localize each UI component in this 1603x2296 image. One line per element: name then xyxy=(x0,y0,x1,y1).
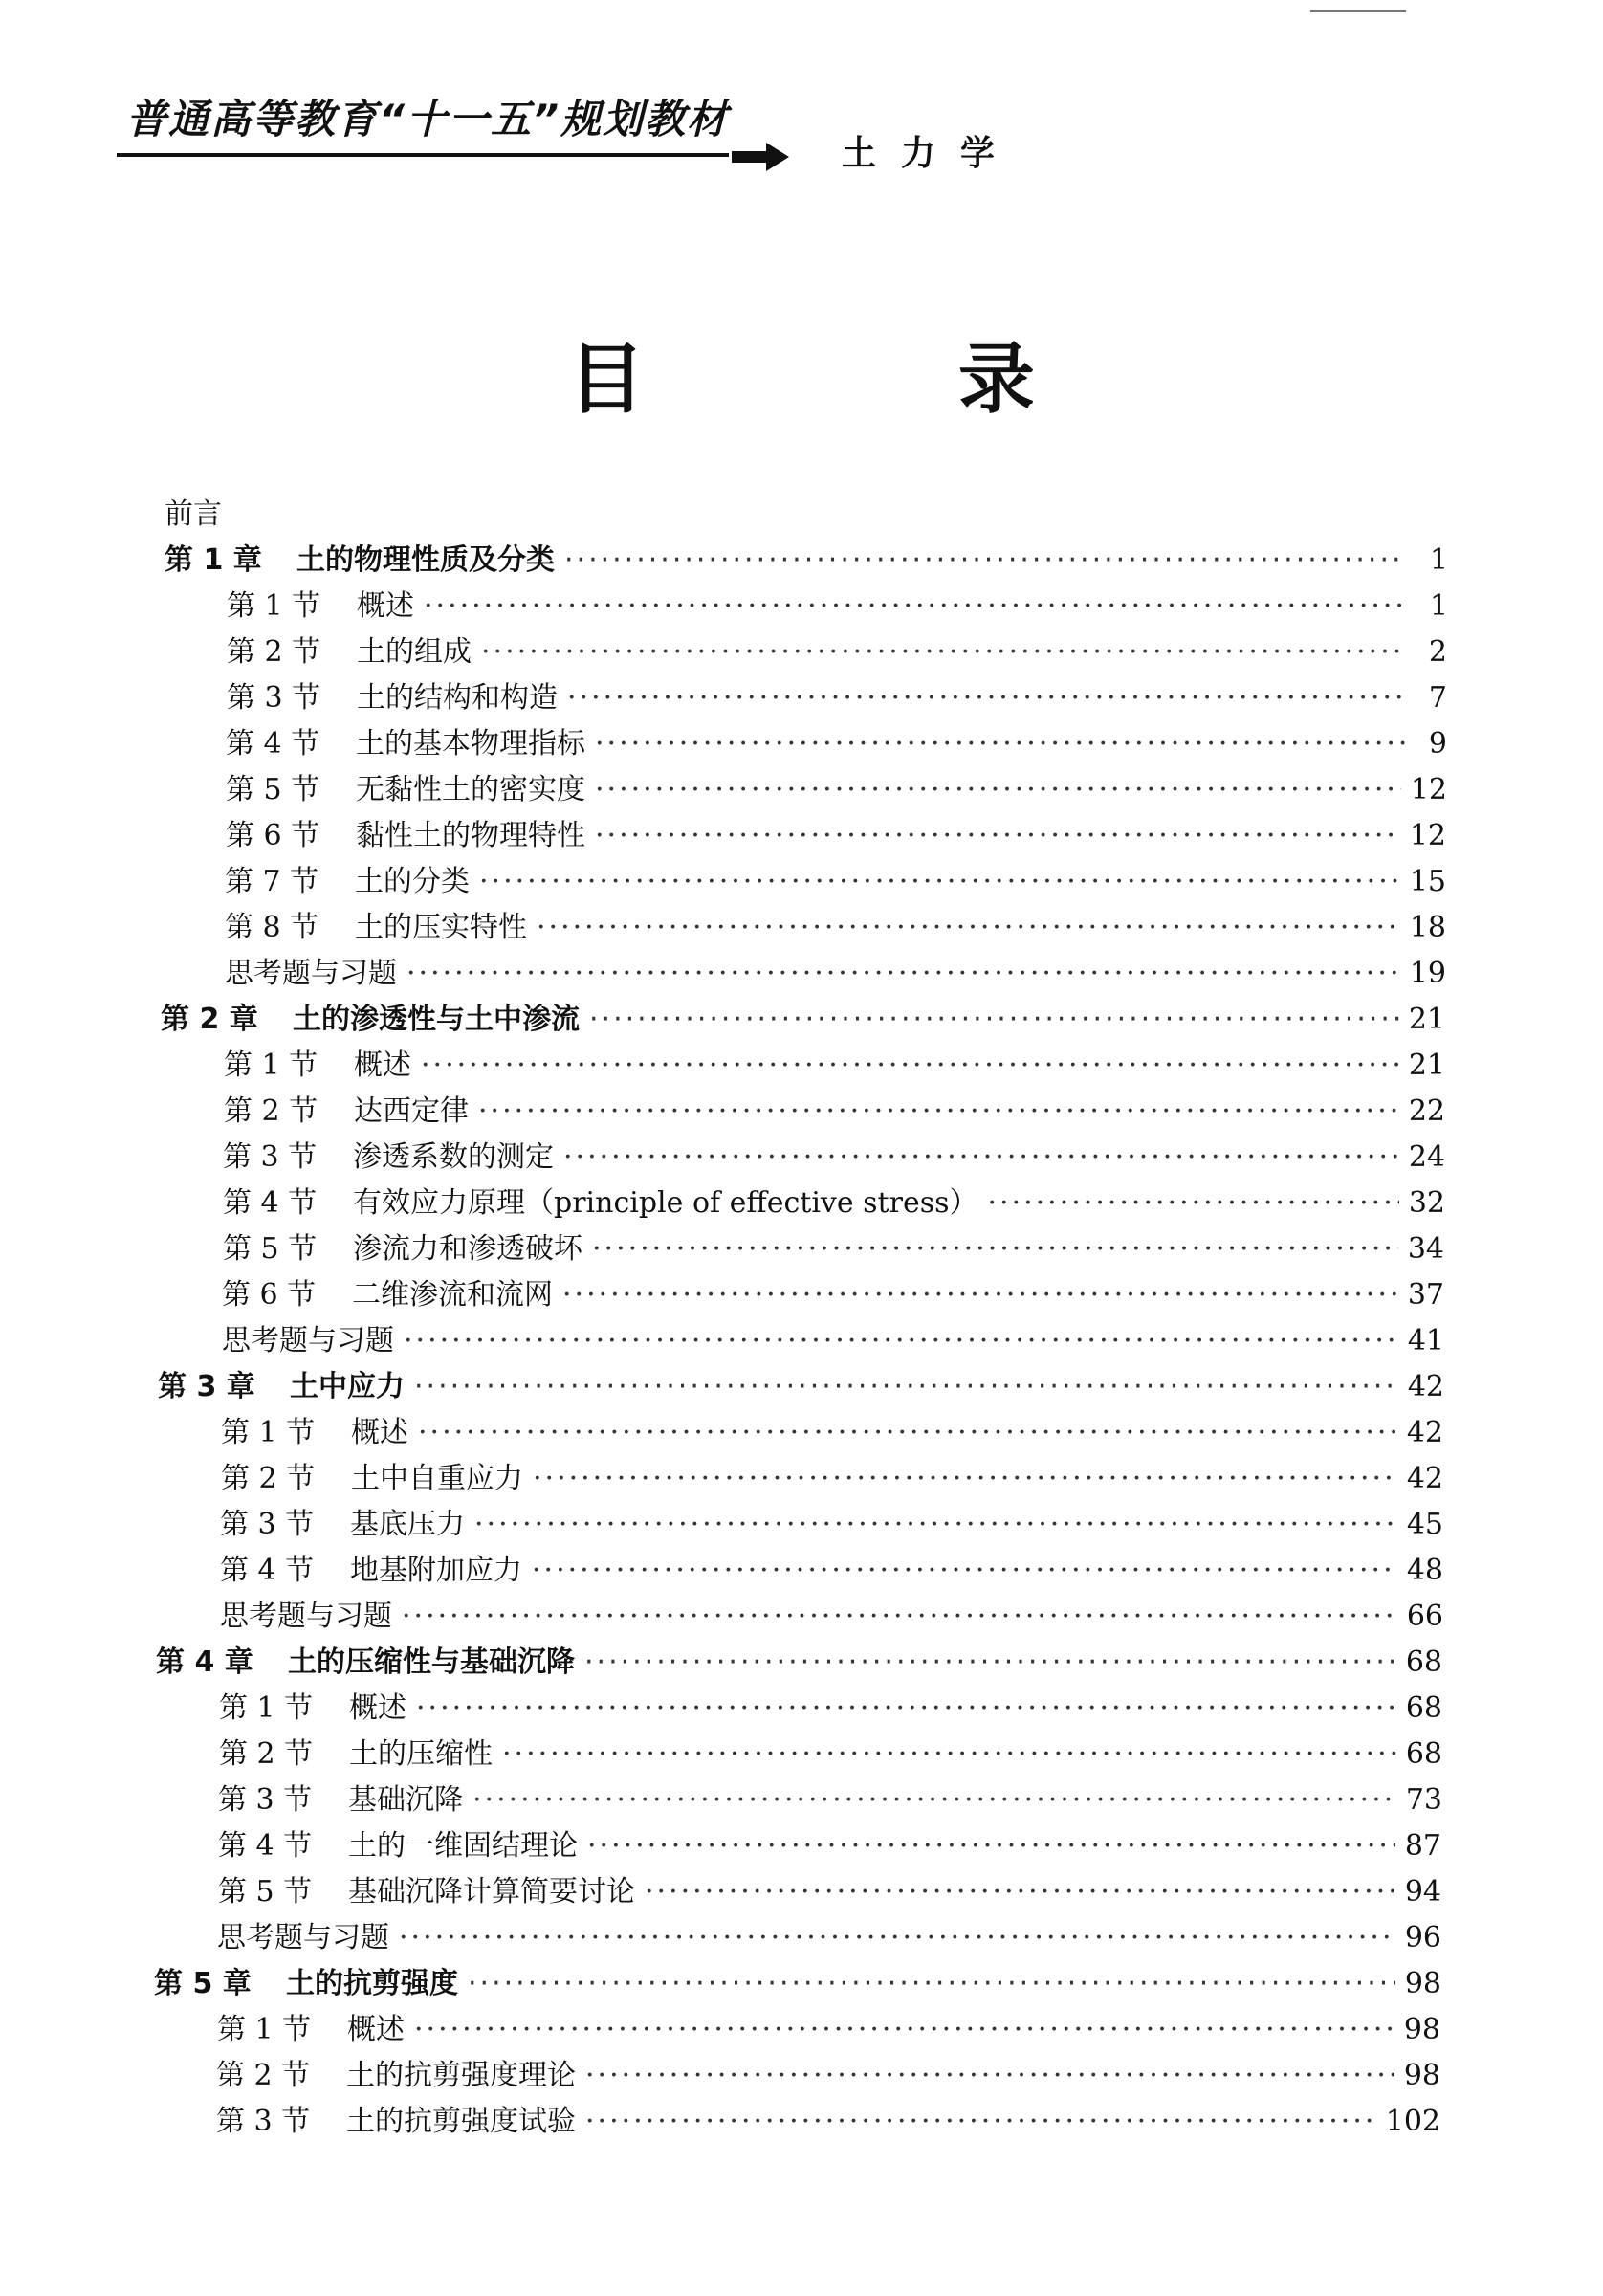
toc-entry-number: 第 6 节 xyxy=(222,1278,317,1312)
toc-entry-page: 98 xyxy=(1403,2013,1440,2046)
dot-leader xyxy=(584,1645,1396,1679)
dot-leader xyxy=(585,2105,1376,2138)
toc-entry-title: 土的基本物理指标 xyxy=(356,727,585,761)
toc-section-row xyxy=(0,2097,1603,2143)
toc-entry-page: 12 xyxy=(1409,819,1446,852)
toc-entry-title: 土的组成 xyxy=(357,635,472,669)
dot-leader xyxy=(595,819,1400,852)
toc-entry-number: 第 5 节 xyxy=(218,1875,313,1909)
toc-entry-page: 42 xyxy=(1407,1370,1444,1403)
toc-entry-number: 第 2 节 xyxy=(219,1737,314,1771)
toc-section-row xyxy=(0,765,1603,811)
dot-leader xyxy=(502,1737,1396,1771)
toc-entry-page: 66 xyxy=(1406,1600,1443,1633)
toc-entry-page: 22 xyxy=(1408,1094,1445,1128)
toc-entry-title: 土中自重应力 xyxy=(351,1462,523,1495)
toc-section-row xyxy=(0,1225,1603,1270)
toc-entry-page: 45 xyxy=(1406,1508,1443,1541)
toc-entry-title: 无黏性土的密实度 xyxy=(356,773,585,806)
toc-entry-number: 第 8 节 xyxy=(225,911,319,944)
dot-leader xyxy=(564,543,1406,577)
dot-leader xyxy=(537,911,1400,944)
toc-entry-number: 第 5 节 xyxy=(223,1232,318,1266)
dot-leader xyxy=(587,1829,1395,1863)
toc-entry-page: 68 xyxy=(1405,1645,1442,1679)
toc-entry-page: 98 xyxy=(1404,1967,1441,2000)
toc-entry-title: 土的压缩性与基础沉降 xyxy=(288,1645,575,1679)
toc-entry-page: 48 xyxy=(1406,1554,1443,1587)
toc-entry-page: 15 xyxy=(1409,865,1446,898)
toc-entry-page: 102 xyxy=(1385,2105,1440,2138)
toc-entry-title: 基底压力 xyxy=(350,1508,465,1541)
toc-entry-number: 第 3 节 xyxy=(227,681,321,715)
toc-section-row xyxy=(0,1776,1603,1821)
toc-section-row xyxy=(0,903,1603,949)
toc-front-row xyxy=(0,490,1603,536)
toc-section-row xyxy=(0,628,1603,673)
toc-section-row xyxy=(0,1270,1603,1316)
toc-section-row xyxy=(0,1408,1603,1454)
toc-entry-number: 第 3 节 xyxy=(223,1140,318,1174)
toc-exercise-row xyxy=(0,1913,1603,1959)
dot-leader xyxy=(399,1921,1395,1954)
dot-leader xyxy=(474,1508,1397,1541)
toc-entry-title: 土的一维固结理论 xyxy=(348,1829,578,1863)
toc-entry-page: 19 xyxy=(1409,957,1446,990)
toc-section-row xyxy=(0,719,1603,765)
top-rule xyxy=(1310,10,1406,12)
toc-entry-title: 前言 xyxy=(165,497,222,531)
toc-section-row xyxy=(0,1821,1603,1867)
dot-leader xyxy=(479,865,1400,898)
toc-section-row xyxy=(0,1087,1603,1133)
toc-entry-number: 第 4 章 xyxy=(156,1645,253,1679)
toc-entry-number: 第 2 章 xyxy=(161,1003,258,1036)
dot-leader xyxy=(585,2059,1394,2092)
toc-entry-title: 土的结构和构造 xyxy=(357,681,558,715)
toc-section-row xyxy=(0,673,1603,719)
toc-entry-page: 98 xyxy=(1403,2059,1440,2092)
toc-entry-number: 第 1 节 xyxy=(221,1416,316,1449)
dot-leader xyxy=(402,1600,1397,1633)
toc-entry-title: 土的分类 xyxy=(355,865,470,898)
toc-entry-number: 第 3 节 xyxy=(218,1783,313,1817)
toc-entry-number: 第 2 节 xyxy=(216,2059,311,2092)
toc-entry-number: 第 6 节 xyxy=(226,819,320,852)
toc-entry-number: 第 1 节 xyxy=(217,2013,312,2046)
toc-entry-page: 18 xyxy=(1409,911,1446,944)
dot-leader xyxy=(468,1967,1395,2000)
toc-section-row xyxy=(0,1867,1603,1913)
toc-entry-number: 第 1 节 xyxy=(219,1691,314,1725)
dot-leader xyxy=(592,1232,1398,1266)
toc-entry-title: 土中应力 xyxy=(290,1370,405,1403)
toc-section-row xyxy=(0,2051,1603,2097)
toc-section-row xyxy=(0,1684,1603,1730)
toc-entry-title: 基础沉降计算简要讨论 xyxy=(348,1875,635,1909)
toc-entry-page: 2 xyxy=(1428,635,1447,669)
toc-chapter-row xyxy=(0,1959,1603,2005)
toc-entry-page: 73 xyxy=(1405,1783,1442,1817)
toc-entry-page: 34 xyxy=(1407,1232,1444,1266)
toc-entry-number: 第 7 节 xyxy=(225,865,319,898)
dot-leader xyxy=(532,1554,1397,1587)
toc-entry-page: 7 xyxy=(1428,681,1447,715)
toc-entry-number: 第 3 节 xyxy=(220,1508,315,1541)
toc-entry-title: 土的抗剪强度试验 xyxy=(346,2105,576,2138)
book-title: 土力学 xyxy=(842,134,1021,173)
toc-entry-title: 思考题与习题 xyxy=(225,957,397,990)
toc-entry-page: 42 xyxy=(1406,1416,1443,1449)
arrow-right-icon xyxy=(732,143,789,171)
toc-section-row xyxy=(0,1133,1603,1179)
dot-leader xyxy=(589,1003,1399,1036)
toc-entry-title: 思考题与习题 xyxy=(217,1921,389,1954)
toc-entry-number: 第 2 节 xyxy=(221,1462,316,1495)
dot-leader xyxy=(563,1140,1399,1174)
toc-entry-page: 96 xyxy=(1404,1921,1441,1954)
dot-leader xyxy=(472,1783,1396,1817)
toc-section-row xyxy=(0,857,1603,903)
toc-entry-page: 94 xyxy=(1404,1875,1441,1909)
dot-leader xyxy=(595,773,1401,806)
toc-entry-title: 土的压实特性 xyxy=(355,911,527,944)
dot-leader xyxy=(562,1278,1398,1312)
toc-entry-page: 21 xyxy=(1408,1003,1445,1036)
toc-entry-number: 第 3 章 xyxy=(158,1370,255,1403)
toc-entry-title: 二维渗流和流网 xyxy=(352,1278,553,1312)
toc-entry-number: 第 1 节 xyxy=(227,589,321,623)
toc-entry-title: 土的压缩性 xyxy=(349,1737,493,1771)
toc-entry-page: 9 xyxy=(1428,727,1447,761)
toc-entry-page: 21 xyxy=(1408,1049,1445,1082)
dot-leader xyxy=(988,1186,1399,1220)
toc-chapter-row xyxy=(0,1638,1603,1684)
toc-section-row xyxy=(0,1179,1603,1225)
toc-entry-number: 第 4 节 xyxy=(218,1829,313,1863)
toc-entry-number: 第 1 章 xyxy=(165,543,262,577)
toc-exercise-row xyxy=(0,949,1603,995)
toc-entry-title: 土的物理性质及分类 xyxy=(296,543,555,577)
toc-entry-number: 第 2 节 xyxy=(227,635,321,669)
toc-entry-number: 第 5 章 xyxy=(154,1967,252,2000)
toc-exercise-row xyxy=(0,1592,1603,1638)
toc-entry-page: 87 xyxy=(1404,1829,1441,1863)
dot-leader xyxy=(414,2013,1394,2046)
toc-entry-page: 68 xyxy=(1405,1691,1442,1725)
toc-chapter-row xyxy=(0,536,1603,582)
dot-leader xyxy=(595,727,1405,761)
header-rule xyxy=(117,153,729,157)
toc-entry-page: 24 xyxy=(1408,1140,1445,1174)
toc-section-row xyxy=(0,1500,1603,1546)
toc-entry-number: 第 5 节 xyxy=(226,773,320,806)
toc-section-row xyxy=(0,1546,1603,1592)
dot-leader xyxy=(533,1462,1397,1495)
toc-entry-title: 基础沉降 xyxy=(348,1783,463,1817)
toc-entry-page: 1 xyxy=(1429,543,1448,577)
toc-entry-number: 第 2 节 xyxy=(224,1094,318,1128)
dot-leader xyxy=(481,635,1405,669)
toc-entry-title: 土的抗剪强度理论 xyxy=(346,2059,576,2092)
dot-leader xyxy=(416,1691,1396,1725)
series-title: 普通高等教育“十一五”规划教材 xyxy=(126,96,730,143)
toc-entry-page: 37 xyxy=(1407,1278,1444,1312)
toc-entry-page: 68 xyxy=(1405,1737,1442,1771)
toc-entry-title: 概述 xyxy=(351,1416,408,1449)
toc-section-row xyxy=(0,811,1603,857)
toc-entry-title: 黏性土的物理特性 xyxy=(356,819,585,852)
toc-entry-title: 土的抗剪强度 xyxy=(286,1967,458,2000)
table-of-contents xyxy=(0,490,1603,2143)
toc-entry-page: 32 xyxy=(1408,1186,1445,1220)
toc-entry-title: 概述 xyxy=(349,1691,406,1725)
toc-entry-title: 渗流力和渗透破坏 xyxy=(353,1232,582,1266)
dot-leader xyxy=(567,681,1405,715)
toc-entry-page: 42 xyxy=(1406,1462,1443,1495)
toc-section-row xyxy=(0,582,1603,628)
toc-entry-title: 渗透系数的测定 xyxy=(353,1140,554,1174)
dot-leader xyxy=(418,1416,1397,1449)
toc-entry-title: 概述 xyxy=(357,589,414,623)
toc-entry-title: 思考题与习题 xyxy=(222,1324,394,1358)
toc-entry-number: 第 4 节 xyxy=(223,1186,318,1220)
toc-entry-title: 思考题与习题 xyxy=(220,1600,392,1633)
toc-entry-title: 土的渗透性与土中渗流 xyxy=(293,1003,580,1036)
toc-entry-title: 达西定律 xyxy=(354,1094,469,1128)
toc-exercise-row xyxy=(0,1316,1603,1362)
toc-entry-number: 第 3 节 xyxy=(216,2105,311,2138)
toc-section-row xyxy=(0,2005,1603,2051)
dot-leader xyxy=(424,589,1406,623)
toc-section-row xyxy=(0,1730,1603,1776)
toc-entry-title: 概述 xyxy=(354,1049,411,1082)
toc-entry-number: 第 1 节 xyxy=(224,1049,318,1082)
toc-section-row xyxy=(0,1041,1603,1087)
toc-entry-page: 41 xyxy=(1407,1324,1444,1358)
dot-leader xyxy=(645,1875,1395,1909)
toc-entry-page: 1 xyxy=(1429,589,1448,623)
toc-chapter-row xyxy=(0,995,1603,1041)
toc-section-row xyxy=(0,1454,1603,1500)
dot-leader xyxy=(404,1324,1398,1358)
toc-entry-number: 第 4 节 xyxy=(226,727,320,761)
toc-entry-title: 概述 xyxy=(347,2013,405,2046)
dot-leader xyxy=(421,1049,1399,1082)
toc-chapter-row xyxy=(0,1362,1603,1408)
toc-entry-number: 第 4 节 xyxy=(220,1554,315,1587)
dot-leader xyxy=(406,957,1400,990)
toc-entry-title: 地基附加应力 xyxy=(350,1554,522,1587)
toc-entry-page: 12 xyxy=(1410,773,1447,806)
dot-leader xyxy=(414,1370,1398,1403)
toc-heading: 目 录 xyxy=(568,334,1178,424)
toc-entry-title: 有效应力原理（principle of effective stress） xyxy=(353,1186,978,1220)
dot-leader xyxy=(478,1094,1399,1128)
